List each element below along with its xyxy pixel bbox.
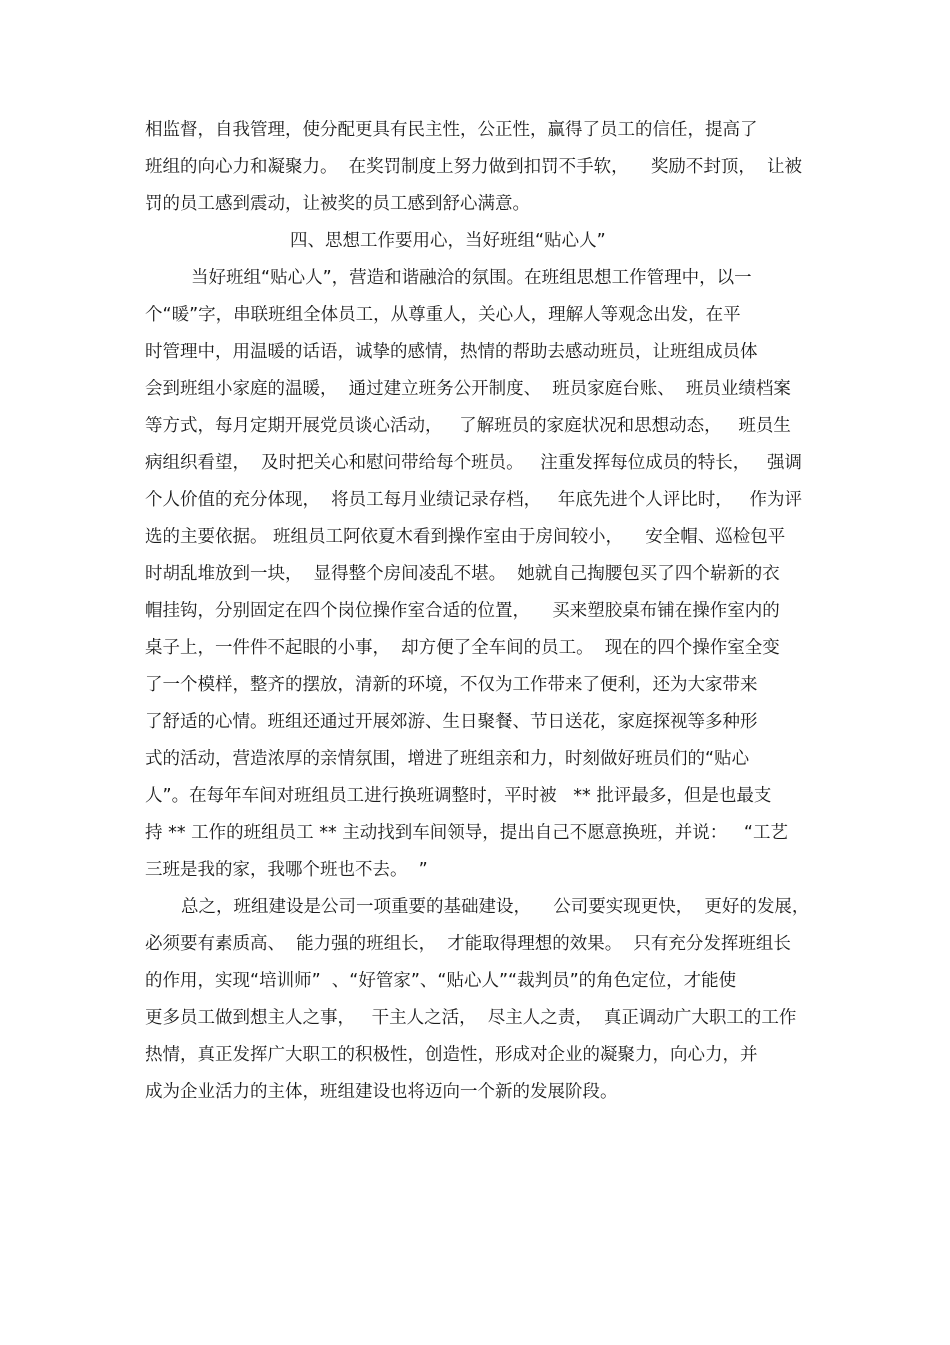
- text-line: 当好班组“贴心人”，营造和谐融洽的氛围。在班组思想工作管理中，以一: [191, 268, 752, 288]
- text-line: 班组的向心力和凝聚力。 在奖罚制度上努力做到扣罚不手软， 奖励不封顶， 让被: [145, 157, 802, 177]
- text-line: 的作用，实现“培训师” 、“好管家”、“贴心人”“裁判员”的角色定位，才能使: [145, 971, 737, 991]
- text-line: 必须要有素质高、 能力强的班组长， 才能取得理想的效果。 只有充分发挥班组长: [145, 934, 791, 954]
- section-heading: 四、思想工作要用心，当好班组“贴心人”: [290, 231, 606, 251]
- text-line: 人”。在每年车间对班组员工进行换班调整时，平时被 ** 批评最多，但是也最支: [145, 786, 772, 806]
- text-line: 三班是我的家，我哪个班也不去。 ”: [145, 860, 428, 880]
- text-line: 时胡乱堆放到一块， 显得整个房间凌乱不堪。 她就自己掏腰包买了四个崭新的衣: [145, 564, 780, 584]
- text-line: 总之，班组建设是公司一项重要的基础建设， 公司要实现更快， 更好的发展，: [181, 897, 810, 917]
- text-line: 选的主要依据。 班组员工阿依夏木看到操作室由于房间较小， 安全帽、巡检包平: [145, 527, 786, 547]
- text-line: 了舒适的心情。班组还通过开展郊游、生日聚餐、节日送花，家庭探视等多种形: [145, 712, 758, 732]
- text-line: 个“暖”字，串联班组全体员工，从尊重人，关心人，理解人等观念出发，在平: [145, 305, 741, 325]
- text-line: 等方式，每月定期开展党员谈心活动， 了解班员的家庭状况和思想动态， 班员生: [145, 416, 791, 436]
- text-line: 会到班组小家庭的温暖， 通过建立班务公开制度、 班员家庭台账、 班员业绩档案: [145, 379, 791, 399]
- text-line: 了一个模样，整齐的摆放，清新的环境，不仅为工作带来了便利，还为大家带来: [145, 675, 758, 695]
- text-line: 病组织看望， 及时把关心和慰问带给每个班员。 注重发挥每位成员的特长， 强调: [145, 453, 802, 473]
- text-line: 桌子上，一件件不起眼的小事， 却方便了全车间的员工。 现在的四个操作室全变: [145, 638, 780, 658]
- text-line: 成为企业活力的主体，班组建设也将迈向一个新的发展阶段。: [145, 1082, 618, 1102]
- text-line: 相监督，自我管理，使分配更具有民主性，公正性，赢得了员工的信任，提高了: [145, 120, 758, 140]
- text-line: 罚的员工感到震动，让被奖的员工感到舒心满意。: [145, 194, 530, 214]
- text-line: 时管理中，用温暖的话语，诚挚的感情，热情的帮助去感动班员，让班组成员体: [145, 342, 758, 362]
- text-line: 更多员工做到想主人之事， 干主人之活， 尽主人之责， 真正调动广大职工的工作: [145, 1008, 797, 1028]
- text-line: 个人价值的充分体现， 将员工每月业绩记录存档， 年底先进个人评比时， 作为评: [145, 490, 802, 510]
- text-line: 持 ** 工作的班组员工 ** 主动找到车间领导，提出自己不愿意换班，并说： “工艺: [145, 823, 789, 843]
- text-line: 热情，真正发挥广大职工的积极性，创造性，形成对企业的凝聚力，向心力，并: [145, 1045, 758, 1065]
- text-line: 式的活动，营造浓厚的亲情氛围，增进了班组亲和力，时刻做好班员们的“贴心: [145, 749, 750, 769]
- text-line: 帽挂钩，分别固定在四个岗位操作室合适的位置， 买来塑胶桌布铺在操作室内的: [145, 601, 780, 621]
